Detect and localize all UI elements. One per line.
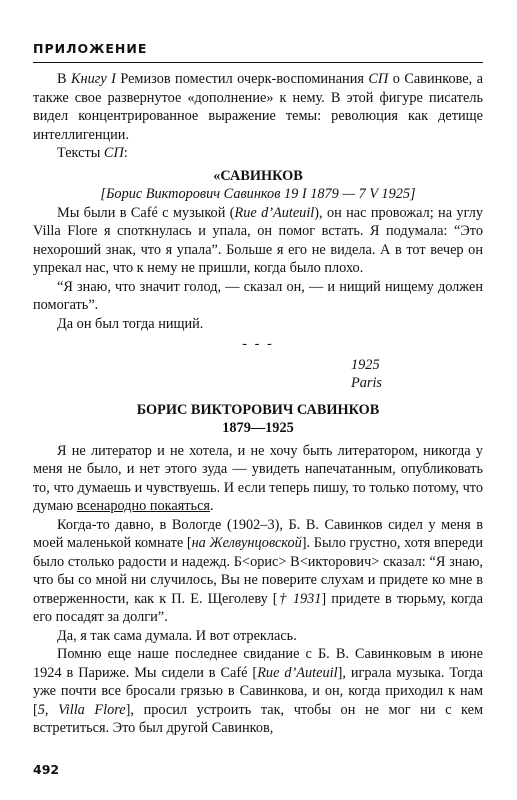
running-header: ПРИЛОЖЕНИЕ <box>33 41 148 56</box>
text-run: В <box>57 71 71 87</box>
signature-year: 1925 <box>351 356 380 373</box>
text-run: Тексты <box>57 145 104 161</box>
text-run: : <box>123 145 128 161</box>
spacer <box>33 393 483 397</box>
section-subtitle-dates <box>33 185 483 204</box>
text-run: о Савинкове, а также свое развернутое «дополнение» к нему. В этой фигуре писатель видел концентрированное выражение темы: революция как детище интеллигенции. <box>33 71 484 143</box>
text-run: ), он нас провожал; на углу Villa Flore я споткнулась и упала, он помог встать. Я подумала: “Это нехороший знак, что я упала”. Больше я его не видела. А в тот вечер он упрекал нас, что к нему не пришли, когда было плохо. <box>33 204 483 276</box>
memoir-paragraph: “Я знаю, что значит голод, — сказал он, — и нищий нищему должен помогать”. <box>33 278 483 313</box>
street-name: Rue d’Auteuil <box>234 204 315 221</box>
text-run: Помню еще наше последнее свидание с Б. В. Савинковым в июне 1924 в Париже. Мы сидели в Café [ <box>33 646 483 681</box>
text-run: Ремизов поместил очерк-воспоминания <box>115 71 369 87</box>
text-run: . <box>210 498 214 514</box>
abbrev-sp: СП <box>103 145 124 161</box>
text-run: ] придете в тюрьму, когда его посадят за долги”. <box>33 590 483 625</box>
book-title: Книгу I <box>71 71 116 87</box>
memoir-paragraph <box>33 516 483 627</box>
text-run: Когда-то давно, в Вологде (1902–3), Б. В. Савинков сидел у меня в моей маленькой комнате [ <box>33 516 483 551</box>
text-run: Я не литератор и не хотела, и не хочу быть литератором, никогда у меня не было, и нет этого зуда — увидеть напечатанным, опубликовать то, что думаешь и чувствуешь. И если теперь пишу, то только потому, что думаю <box>33 442 483 514</box>
section-title-full-name: БОРИС ВИКТОРОВИЧ САВИНКОВ <box>136 401 380 418</box>
memoir-paragraph: Да он был тогда нищий. <box>57 315 204 332</box>
page-body <box>33 70 483 738</box>
header-rule <box>33 62 483 63</box>
page-number: 492 <box>33 762 60 777</box>
street-name: Rue d’Auteuil <box>257 664 338 681</box>
text-run: ], играла музыка. Тогда уже почти все бросали грязью в Савинкова, и он, когда приходил к нам [ <box>33 664 483 718</box>
address: 5, Villa Flore <box>37 701 126 718</box>
section-years: 1879—1925 <box>222 420 294 436</box>
subtitle-text: [Борис Викторович Савинков 19 I 1879 — 7 V 1925] <box>100 186 416 202</box>
section-separator: - - - <box>242 336 274 352</box>
texts-label <box>33 144 483 163</box>
memoir-paragraph <box>33 442 483 516</box>
abbrev-sp: СП <box>368 71 389 87</box>
memoir-paragraph <box>33 645 483 738</box>
intro-paragraph <box>33 70 483 144</box>
memoir-paragraph <box>33 204 483 278</box>
text-run: ], просил устроить так, чтобы он не мог ни с кем встретиться. Это был другой Савинков, <box>33 701 483 736</box>
text-run: Мы были в Café с музыкой ( <box>57 204 235 221</box>
text-run: ]. Было грустно, хотя впереди было столько радости и надежд. Б<орис> В<икторович> сказал: “Я знаю, что бы со мной ни случилось, Вы не поверите слухам и придете ко мне в отверженности, как к П. Е. Щеголеву [ <box>33 535 483 607</box>
signature-city: Paris <box>351 375 382 391</box>
memoir-paragraph: Да, я так сама думала. И вот отреклась. <box>57 627 297 644</box>
street-name: на Желвунцовской <box>191 535 302 551</box>
underlined-phrase: всенародно покаяться <box>76 498 210 514</box>
death-date: † 1931 <box>277 590 322 607</box>
section-title-savinkov: «САВИНКОВ <box>213 167 303 184</box>
